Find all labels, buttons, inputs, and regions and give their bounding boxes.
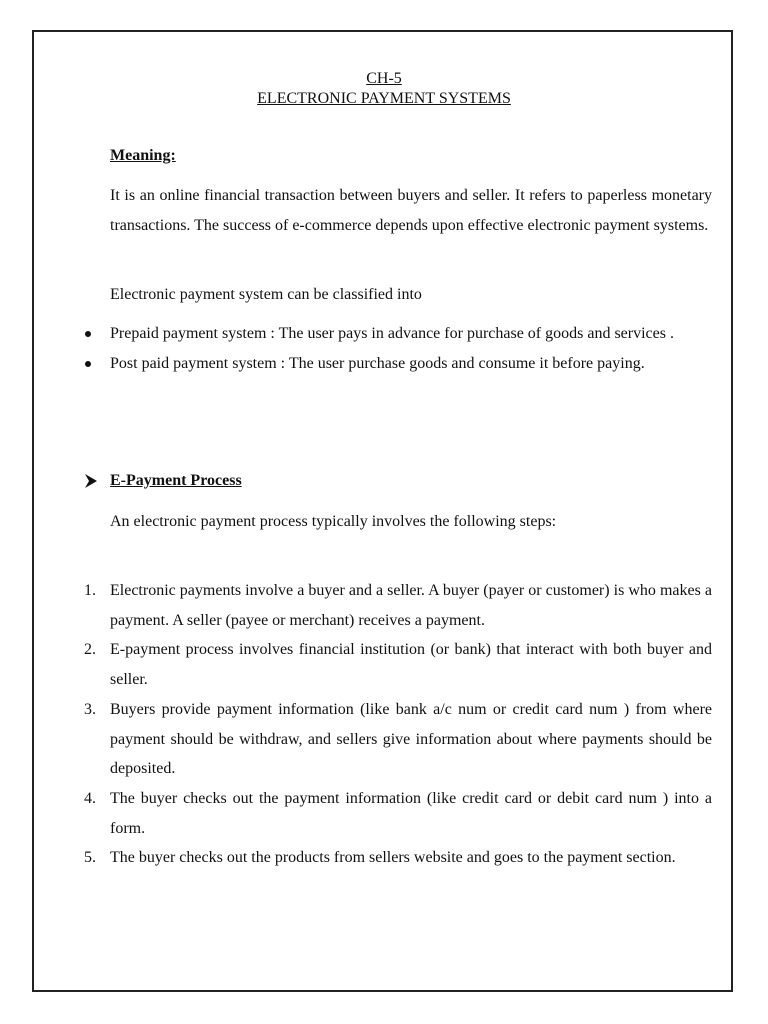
step-number: 3.	[84, 700, 96, 718]
document-title: ELECTRONIC PAYMENT SYSTEMS	[257, 90, 511, 107]
list-item	[80, 349, 712, 379]
step-text: The buyer checks out the payment information (like credit card or debit card num ) into a form.	[110, 789, 712, 837]
step-number: 5.	[84, 849, 96, 867]
list-item	[80, 843, 712, 873]
list-item	[80, 695, 712, 784]
bullet-text: Prepaid payment system : The user pays in advance for purchase of goods and services .	[110, 325, 674, 342]
process-intro: An electronic payment process typically involves the following steps:	[110, 513, 557, 530]
step-text: Buyers provide payment information (like bank a/c num or credit card num ) from where payment should be withdraw, and sellers give information about where payments should be deposited.	[110, 700, 712, 778]
bullet-text: Post paid payment system : The user purchase goods and consume it before paying.	[110, 354, 645, 372]
step-number: 4.	[84, 789, 96, 807]
classification-list	[80, 319, 712, 378]
arrow-bullet-icon	[84, 473, 98, 489]
process-heading: E-Payment Process	[110, 472, 242, 489]
list-item	[80, 319, 712, 349]
step-text: E-payment process involves financial institution (or bank) that interact with both buyer and seller.	[110, 641, 712, 689]
list-item	[80, 576, 712, 635]
step-text: Electronic payments involve a buyer and a seller. A buyer (payer or customer) is who makes a payment. A seller (payee or merchant) receives a payment.	[110, 582, 712, 629]
list-item	[80, 635, 712, 694]
process-heading-row	[84, 472, 242, 490]
classification-intro: Electronic payment system can be classified into	[110, 286, 422, 303]
step-number: 2.	[84, 641, 96, 659]
meaning-heading: Meaning:	[110, 147, 176, 164]
meaning-paragraph: It is an online financial transaction between buyers and seller. It refers to paperless monetary transactions. The success of e-commerce depends upon effective electronic payment systems.	[110, 187, 712, 234]
list-item	[80, 784, 712, 843]
bullet-icon	[85, 361, 91, 367]
step-number: 1.	[84, 582, 96, 599]
chapter-number: CH-5	[366, 70, 402, 87]
bullet-icon	[85, 331, 91, 337]
title-block	[32, 69, 736, 109]
process-steps-list	[80, 576, 712, 873]
step-text: The buyer checks out the products from sellers website and goes to the payment section.	[110, 849, 676, 867]
